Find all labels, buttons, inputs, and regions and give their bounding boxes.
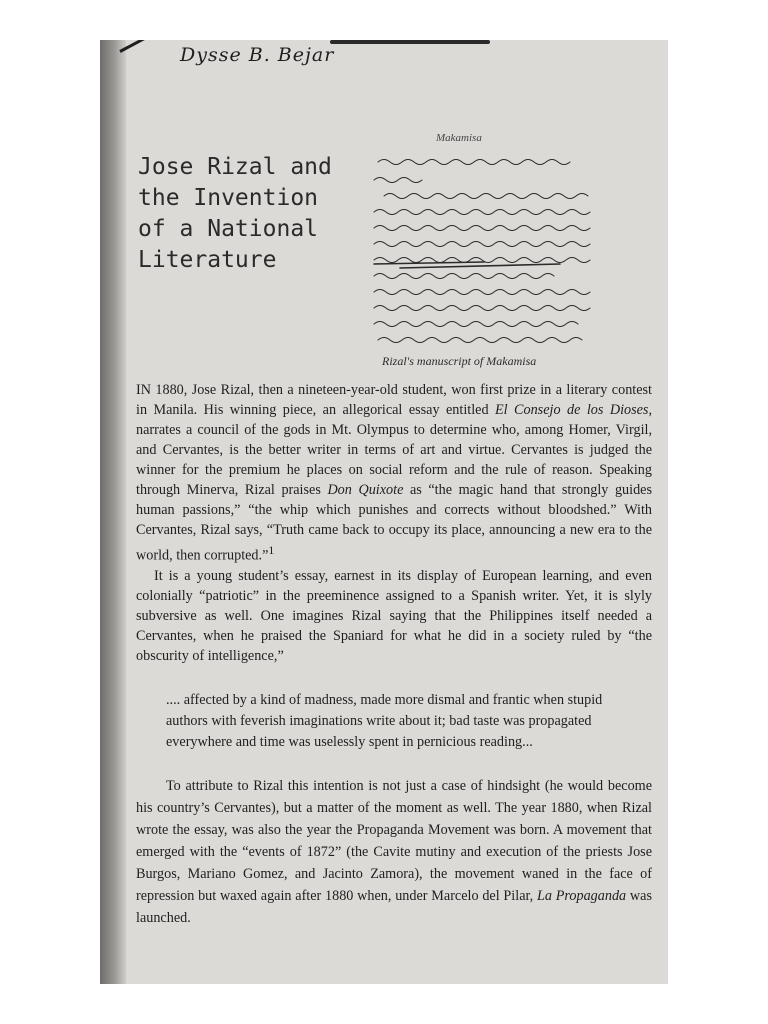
paragraph-2: It is a young student’s essay, earnest in its display of European learning, and even colonially “patriotic” in the preeminence assigned to a Spanish writer. Yet, it is slyly subversive as well. One imagines Rizal saying that the Philippines itself needed a Cervantes, when he praised the Spaniard for what he did in a society ruled by “the obscurity of intelligence,” [136, 567, 652, 664]
footnote-marker: 1 [268, 543, 275, 557]
paragraph-1: IN 1880, Jose Rizal, then a nineteen-year-old student, won first prize in a literary contest in Manila. His winning piece, an allegorical essay entitled El Consejo de los Dioses, narrates a council of the gods in Mt. Olympus to determine who, among Homer, Virgil, and Cervantes, is the better writer in terms of art and virtue. Cervantes is judged the winner for the premium he places on social reform and the rule of reason. Speaking through Minerva, Rizal praises Don Quixote as “the magic hand that strongly guides human passions,” “the whip which punishes and corrects without bloodshed.” With Cervantes, Rizal says, “Truth came back to occupy its place, announcing a new era to the world, then corrupted.”$^1$ [136, 382, 652, 564]
block-quote: .... affected by a kind of madness, made more dismal and frantic when stupid authors with feverish imaginations write about it; bad taste was propagated everywhere and time was uselessly spent in pernicious reading... [166, 691, 603, 750]
paragraph-3: To attribute to Rizal this intention is not just a case of hindsight (he would become his country’s Cervantes), but a matter of the moment as well. The year 1880, when Rizal wrote the essay, was also the year the Propaganda Movement was born. A movement that emerged with the “events of 1872” (the Cavite mutiny and execution of the priests Jose Burgos, Mariano Gomez, and Jacinto Zamora), the movement waned in the face of repression but waxed again after 1880 when, under Marcelo del Pilar, La Propaganda was launched. [136, 777, 652, 926]
manuscript-image [370, 150, 610, 350]
pen-stroke [119, 40, 182, 53]
article-body [136, 380, 652, 929]
manuscript-heading: Makamisa [436, 132, 482, 144]
book-page [100, 40, 668, 984]
handwritten-signature: Dysse B. Bejar [180, 44, 335, 66]
book-spine-shadow [100, 40, 126, 984]
page-top-edge [330, 40, 490, 44]
chapter-title: Jose Rizal and the Invention of a National Literature [138, 154, 332, 273]
manuscript-caption: Rizal's manuscript of Makamisa [382, 354, 537, 368]
